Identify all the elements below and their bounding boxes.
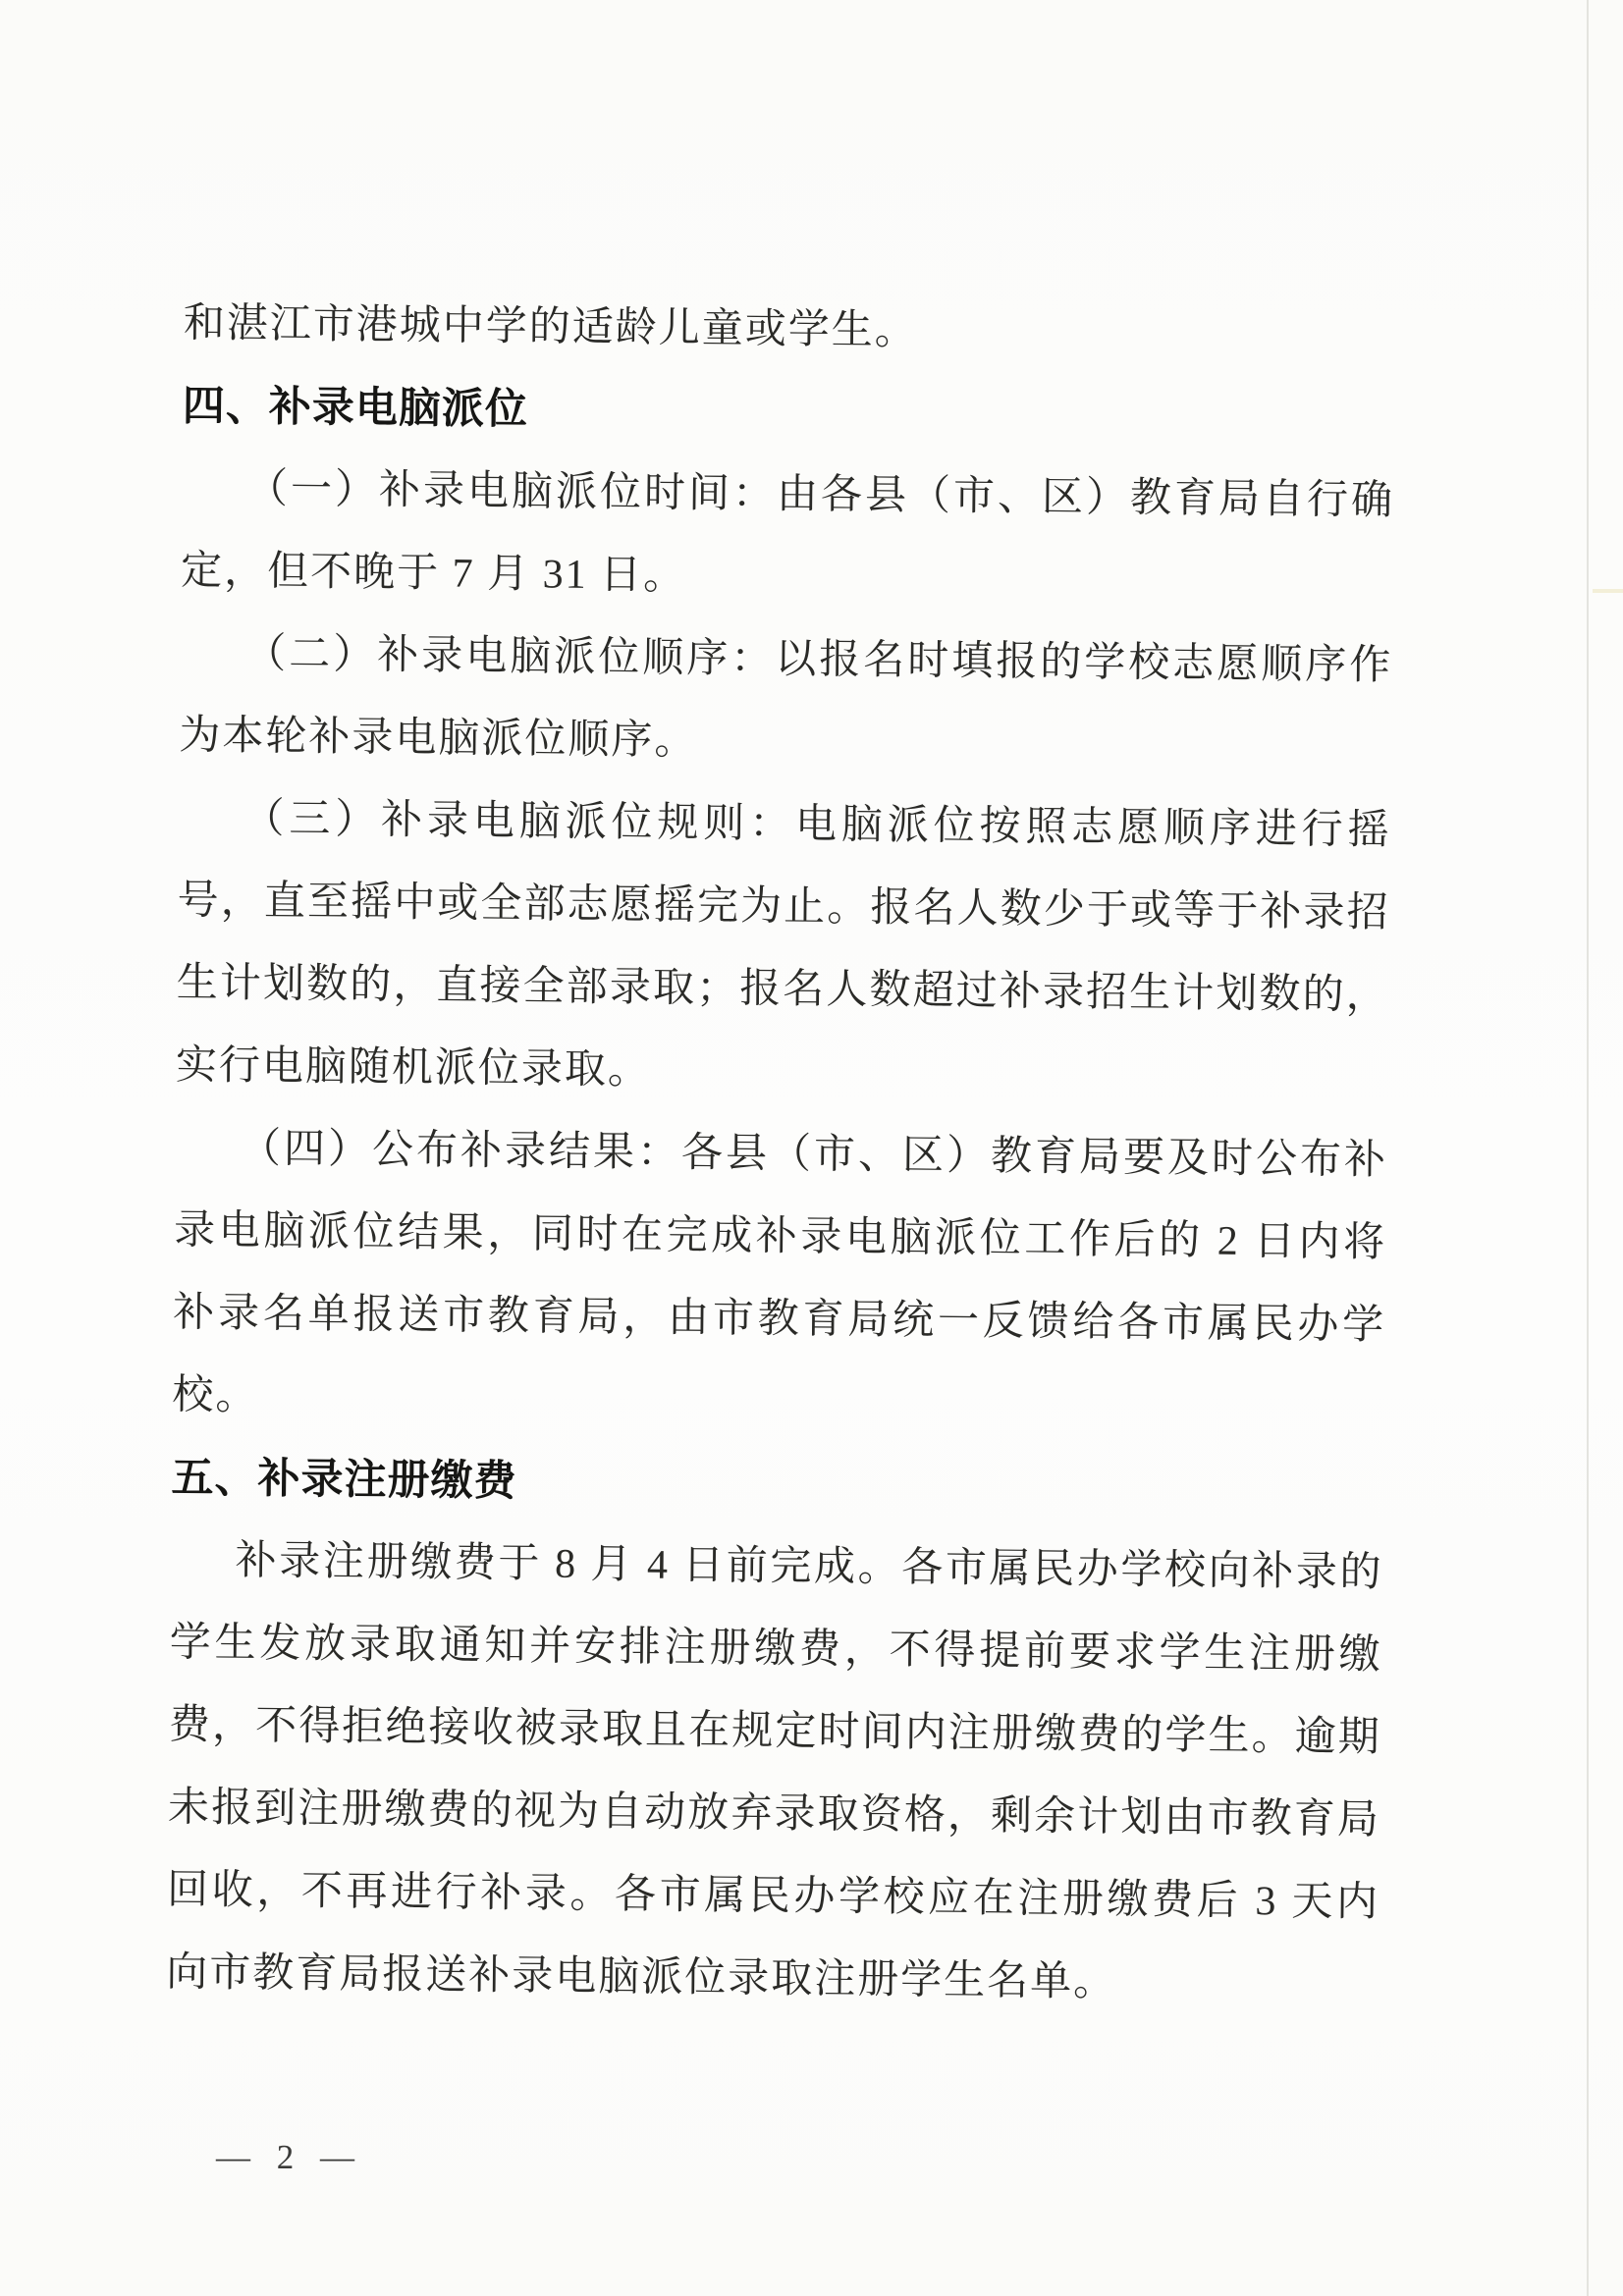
paragraph-4-2: （二）补录电脑派位顺序：以报名时填报的学校志愿顺序作为本轮补录电脑派位顺序。 [179,631,1393,765]
paragraph-4-1: （一）补录电脑派位时间：由各县（市、区）教育局自行确定，但不晚于 7 月 31 日。 [180,466,1395,599]
section-heading-5: 五、补录注册缴费 [171,1454,517,1506]
section-heading-4: 四、补录电脑派位 [182,382,529,434]
paragraph-4-4: （四）公布补录结果：各县（市、区）教育局要及时公布补录电脑派位结果，同时在完成补录电脑派位工作后的 2 日内将补录名单报送市教育局，由市教育局统一反馈给各市属民办学校。 [172,1126,1388,1419]
continuation-paragraph: 和湛江市港城中学的适龄儿童或学生。 [183,300,919,354]
scan-artifact-streak [1593,589,1623,593]
page-number: — 2 — [216,2138,356,2176]
document-body [166,283,1396,2027]
paragraph-4-3: （三）补录电脑派位规则：电脑派位按照志愿顺序进行摇号，直至摇中或全部志愿摇完为止。报名人数少于或等于补录招生计划数的，直接全部录取；报名人数超过补录招生计划数的，实行电脑随机派位录取。 [175,796,1391,1094]
paragraph-5-1: 补录注册缴费于 8 月 4 日前完成。各市属民办学校向补录的学生发放录取通知并安排注册缴费，不得提前要求学生注册缴费，不得拒绝接收被录取且在规定时间内注册缴费的学生。逾期未报到注册缴费的视为自动放弃录取资格，剩余计划由市教育局回收，不再进行补录。各市属民办学校应在注册缴费后 3 天内向市教育局报送补录电脑派位录取注册学生名单。 [165,1538,1383,2005]
scan-edge-line [1587,0,1589,2296]
